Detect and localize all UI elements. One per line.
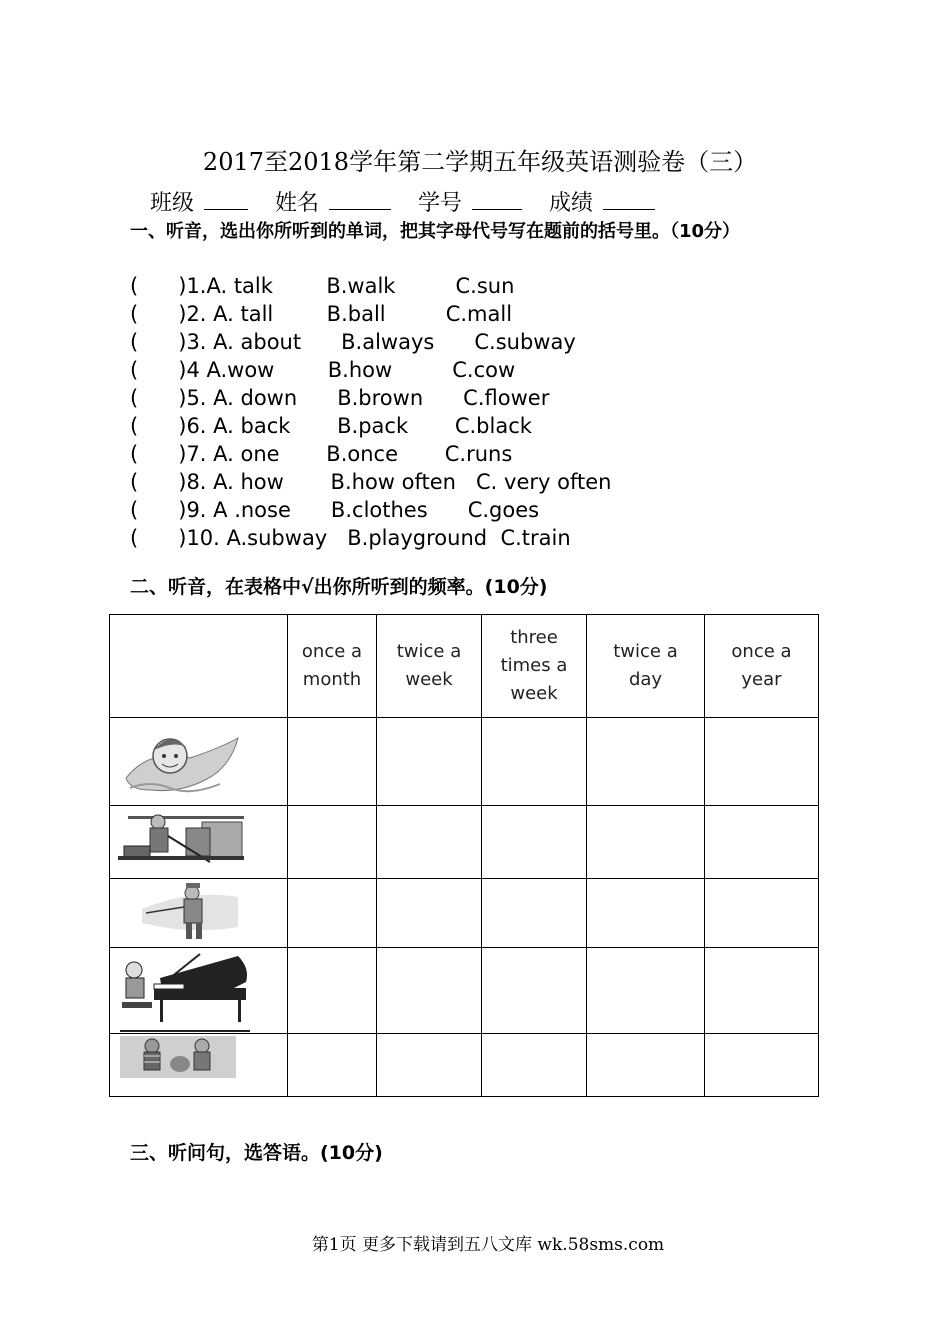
- answer-cell[interactable]: [288, 948, 377, 1034]
- swimming-picture: [110, 718, 287, 805]
- id-field[interactable]: 学号: [418, 191, 532, 216]
- question-9[interactable]: ( )9. A .nose B.clothes C.goes: [130, 498, 540, 522]
- section1-heading: 一、听音，选出你所听到的单词，把其字母代号写在题前的括号里。（10分）: [130, 221, 741, 242]
- swimming-picture-cell: [110, 718, 288, 806]
- section2-heading: 二、听音，在表格中√出你所听到的频率。(10分): [130, 576, 548, 598]
- answer-cell[interactable]: [587, 948, 705, 1034]
- frequency-table: [109, 614, 819, 1097]
- answer-cell[interactable]: [288, 718, 377, 806]
- page-footer: 第1页 更多下载请到五八文库 wk.58sms.com: [311, 1235, 665, 1255]
- answer-cell[interactable]: [377, 806, 482, 879]
- answer-cell[interactable]: [377, 718, 482, 806]
- header-twice-a-day: twice a day: [587, 615, 705, 718]
- question-3[interactable]: ( )3. A. about B.always C.subway: [130, 330, 576, 354]
- question-1[interactable]: ( )1.A. talk B.walk C.sun: [130, 274, 515, 298]
- answer-cell[interactable]: [587, 879, 705, 948]
- question-10[interactable]: ( )10. A.subway B.playground C.train: [130, 526, 571, 550]
- header-once-a-year: once a year: [705, 615, 819, 718]
- question-7[interactable]: ( )7. A. one B.once C.runs: [130, 442, 513, 466]
- table-row: [110, 948, 819, 1034]
- answer-cell[interactable]: [587, 718, 705, 806]
- answer-cell[interactable]: [705, 879, 819, 948]
- answer-cell[interactable]: [377, 1034, 482, 1097]
- table-row: [110, 1034, 819, 1097]
- answer-cell[interactable]: [482, 806, 587, 879]
- answer-cell[interactable]: [482, 879, 587, 948]
- answer-cell[interactable]: [377, 879, 482, 948]
- friends-picture-cell: [110, 1034, 288, 1097]
- answer-cell[interactable]: [377, 948, 482, 1034]
- table-row: [110, 806, 819, 879]
- table-row: [110, 718, 819, 806]
- friends-picture: [110, 1034, 287, 1096]
- question-4[interactable]: ( )4 A.wow B.how C.cow: [130, 358, 516, 382]
- question-8[interactable]: ( )8. A. how B.how often C. very often: [130, 470, 612, 494]
- question-5[interactable]: ( )5. A. down B.brown C.flower: [130, 386, 550, 410]
- answer-cell[interactable]: [705, 718, 819, 806]
- section3-heading: 三、听问句，选答语。(10分): [130, 1142, 383, 1164]
- header-blank-cell: [110, 615, 288, 718]
- table-row: [110, 879, 819, 948]
- question-2[interactable]: ( )2. A. tall B.ball C.mall: [130, 302, 513, 326]
- page-title: 2017至2018学年第二学期五年级英语测验卷（三）: [202, 148, 758, 176]
- fishing-picture-cell: [110, 879, 288, 948]
- answer-cell[interactable]: [482, 718, 587, 806]
- answer-cell[interactable]: [288, 879, 377, 948]
- answer-cell[interactable]: [288, 806, 377, 879]
- header-twice-a-week: twice a week: [377, 615, 482, 718]
- answer-cell[interactable]: [288, 1034, 377, 1097]
- header-three-times-a-week: three times a week: [482, 615, 587, 718]
- cleaning-picture: [110, 806, 287, 878]
- piano-picture-cell: [110, 948, 288, 1034]
- fishing-picture: [110, 879, 287, 947]
- piano-picture: [110, 948, 287, 1033]
- score-field[interactable]: 成绩: [549, 191, 665, 216]
- student-info-line: [150, 186, 675, 217]
- answer-cell[interactable]: [587, 1034, 705, 1097]
- class-field[interactable]: 班级: [150, 191, 258, 216]
- answer-cell[interactable]: [705, 806, 819, 879]
- cleaning-picture-cell: [110, 806, 288, 879]
- answer-cell[interactable]: [705, 948, 819, 1034]
- answer-cell[interactable]: [482, 1034, 587, 1097]
- table-header-row: [110, 615, 819, 718]
- answer-cell[interactable]: [705, 1034, 819, 1097]
- answer-cell[interactable]: [587, 806, 705, 879]
- answer-cell[interactable]: [482, 948, 587, 1034]
- name-field[interactable]: 姓名: [275, 191, 401, 216]
- question-6[interactable]: ( )6. A. back B.pack C.black: [130, 414, 532, 438]
- header-once-a-month: once a month: [288, 615, 377, 718]
